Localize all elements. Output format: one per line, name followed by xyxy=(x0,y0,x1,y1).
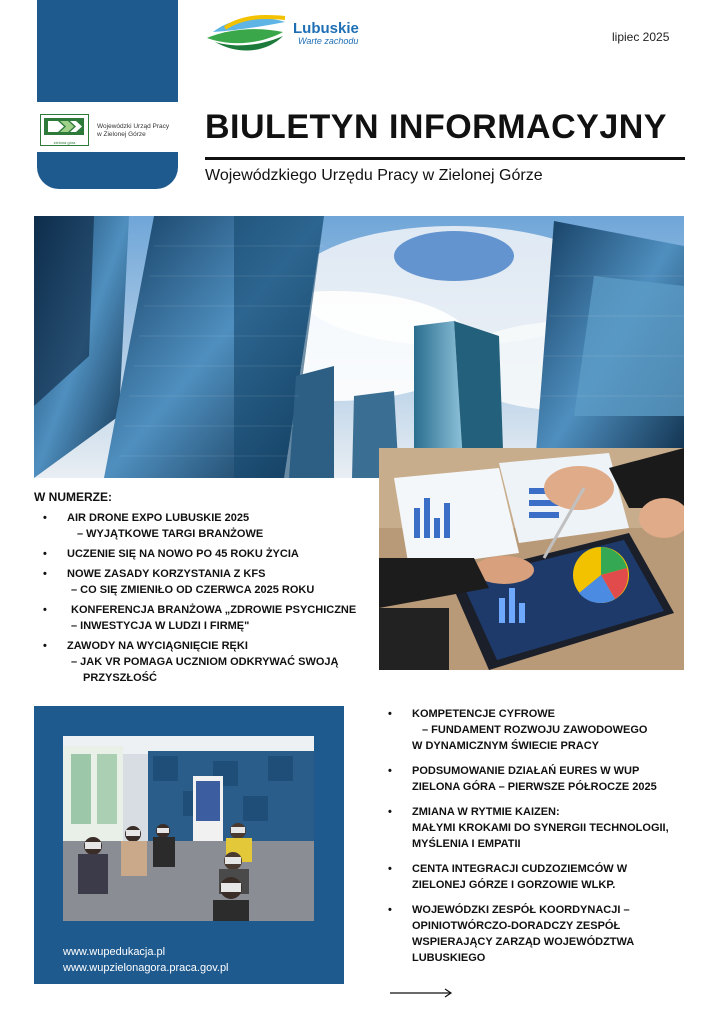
list-item-line: PODSUMOWANIE DZIAŁAŃ EURES W WUP xyxy=(412,765,640,777)
list-item-line: WOJEWÓDZKI ZESPÓŁ KOORDYNACJI – xyxy=(412,904,630,916)
header-band-bottom xyxy=(37,152,178,189)
list-item-line: ZMIANA W RYTMIE KAIZEN: xyxy=(412,806,560,818)
lubuskie-logo-icon xyxy=(205,12,287,58)
header-band-top xyxy=(37,0,178,102)
page-subtitle: Wojewódzkiego Urzędu Pracy w Zielonej Górze xyxy=(205,167,543,184)
list-item: • ZAWODY NA WYCIĄGNIĘCIE RĘKI – JAK VR POMAGA UCZNIOM ODKRYWAĆ SWOJĄ PRZYSZŁOŚĆ xyxy=(55,638,385,686)
wup-logo-text-line1: Wojewódzki Urząd Pracy xyxy=(97,123,170,130)
list-item-line: – FUNDAMENT ROZWOJU ZAWODOWEGO xyxy=(422,724,648,736)
list-item-line: OPINIOTWÓRCZO-DORADCZY ZESPÓŁ xyxy=(412,920,621,932)
arrows-icon xyxy=(44,118,84,135)
list-item: • CENTA INTEGRACJI CUDZOZIEMCÓW W ZIELONEJ GÓRZE I GORZOWIE WLKP. xyxy=(400,861,700,893)
charts-analysis-image xyxy=(379,448,684,670)
list-item-line: ZIELONA GÓRA – PIERWSZE PÓŁROCZE 2025 xyxy=(412,781,657,793)
list-item: • PODSUMOWANIE DZIAŁAŃ EURES W WUP ZIELONA GÓRA – PIERWSZE PÓŁROCZE 2025 xyxy=(400,763,700,795)
hero-skyscrapers-image xyxy=(34,216,684,478)
website-link-wupedukacja[interactable]: www.wupedukacja.pl xyxy=(63,946,166,958)
list-item-line: MAŁYMI KROKAMI DO SYNERGII TECHNOLOGII, xyxy=(412,822,669,834)
list-item-line: – WYJĄTKOWE TARGI BRANŻOWE xyxy=(77,528,264,540)
list-item: • KOMPETENCJE CYFROWE – FUNDAMENT ROZWOJU ZAWODOWEGO W DYNAMICZNYM ŚWIECIE PRACY xyxy=(400,706,700,754)
list-item: • UCZENIE SIĘ NA NOWO PO 45 ROKU ŻYCIA xyxy=(55,546,385,562)
list-item-line: KONFERENCJA BRANŻOWA „ZDROWIE PSYCHICZNE xyxy=(71,604,357,616)
list-item: • ZMIANA W RYTMIE KAIZEN: MAŁYMI KROKAMI DO SYNERGII TECHNOLOGII, MYŚLENIA I EMPATII xyxy=(400,804,700,852)
issue-date: lipiec 2025 xyxy=(612,30,670,44)
list-item-line: ZAWODY NA WYCIĄGNIĘCIE RĘKI xyxy=(67,640,248,652)
arrow-right-icon xyxy=(390,986,456,1000)
list-item-line: CENTA INTEGRACJI CUDZOZIEMCÓW W xyxy=(412,863,628,875)
wup-logo-mark xyxy=(40,114,89,146)
vr-classroom-image xyxy=(63,736,314,921)
list-item: • KONFERENCJA BRANŻOWA „ZDROWIE PSYCHICZNE – INWESTYCJA W LUDZI I FIRMĘ" xyxy=(55,602,385,634)
list-item: • NOWE ZASADY KORZYSTANIA Z KFS – CO SIĘ ZMIENIŁO OD CZERWCA 2025 ROKU xyxy=(55,566,385,598)
vr-feature-panel xyxy=(34,706,344,984)
website-links xyxy=(63,944,229,976)
wup-logo-badge: zielona góra xyxy=(53,140,76,145)
wup-logo-text xyxy=(97,123,169,139)
more-topics-list xyxy=(388,706,700,975)
wup-logo-text-line2: w Zielonej Górze xyxy=(97,131,146,138)
title-divider xyxy=(205,157,685,160)
wup-logo xyxy=(40,114,170,148)
list-item-line: – JAK VR POMAGA UCZNIOM ODKRYWAĆ SWOJĄ xyxy=(71,656,339,668)
brand-tagline: Warte zachodu xyxy=(298,36,359,46)
in-this-issue-heading: W NUMERZE: xyxy=(34,490,112,504)
brand-name: Lubuskie xyxy=(293,20,359,37)
list-item-line: KOMPETENCJE CYFROWE xyxy=(412,708,556,720)
list-item: • AIR DRONE EXPO LUBUSKIE 2025 – WYJĄTKOWE TARGI BRANŻOWE xyxy=(55,510,385,542)
website-link-wupzielonagora[interactable]: www.wupzielonagora.praca.gov.pl xyxy=(63,962,229,974)
list-item-line: W DYNAMICZNYM ŚWIECIE PRACY xyxy=(412,740,599,752)
list-item-line: MYŚLENIA I EMPATII xyxy=(412,838,521,850)
list-item-line: WSPIERAJĄCY ZARZĄD WOJEWÓDZTWA xyxy=(412,936,635,948)
list-item-line: – CO SIĘ ZMIENIŁO OD CZERWCA 2025 ROKU xyxy=(71,584,315,596)
page-title: BIULETYN INFORMACYJNY xyxy=(205,108,667,146)
list-item-line: LUBUSKIEGO xyxy=(412,952,486,964)
list-item-line: UCZENIE SIĘ NA NOWO PO 45 ROKU ŻYCIA xyxy=(67,548,299,560)
list-item-line: – INWESTYCJA W LUDZI I FIRMĘ" xyxy=(71,620,250,632)
list-item-line: PRZYSZŁOŚĆ xyxy=(83,672,157,684)
list-item-line: AIR DRONE EXPO LUBUSKIE 2025 xyxy=(67,512,250,524)
list-item-line: ZIELONEJ GÓRZE I GORZOWIE WLKP. xyxy=(412,879,616,891)
in-this-issue-list xyxy=(43,510,385,690)
list-item-line: NOWE ZASADY KORZYSTANIA Z KFS xyxy=(67,568,266,580)
list-item: • WOJEWÓDZKI ZESPÓŁ KOORDYNACJI – OPINIOTWÓRCZO-DORADCZY ZESPÓŁ WSPIERAJĄCY ZARZĄD WOJEWÓDZTWA LUBUSKIEGO xyxy=(400,902,700,966)
